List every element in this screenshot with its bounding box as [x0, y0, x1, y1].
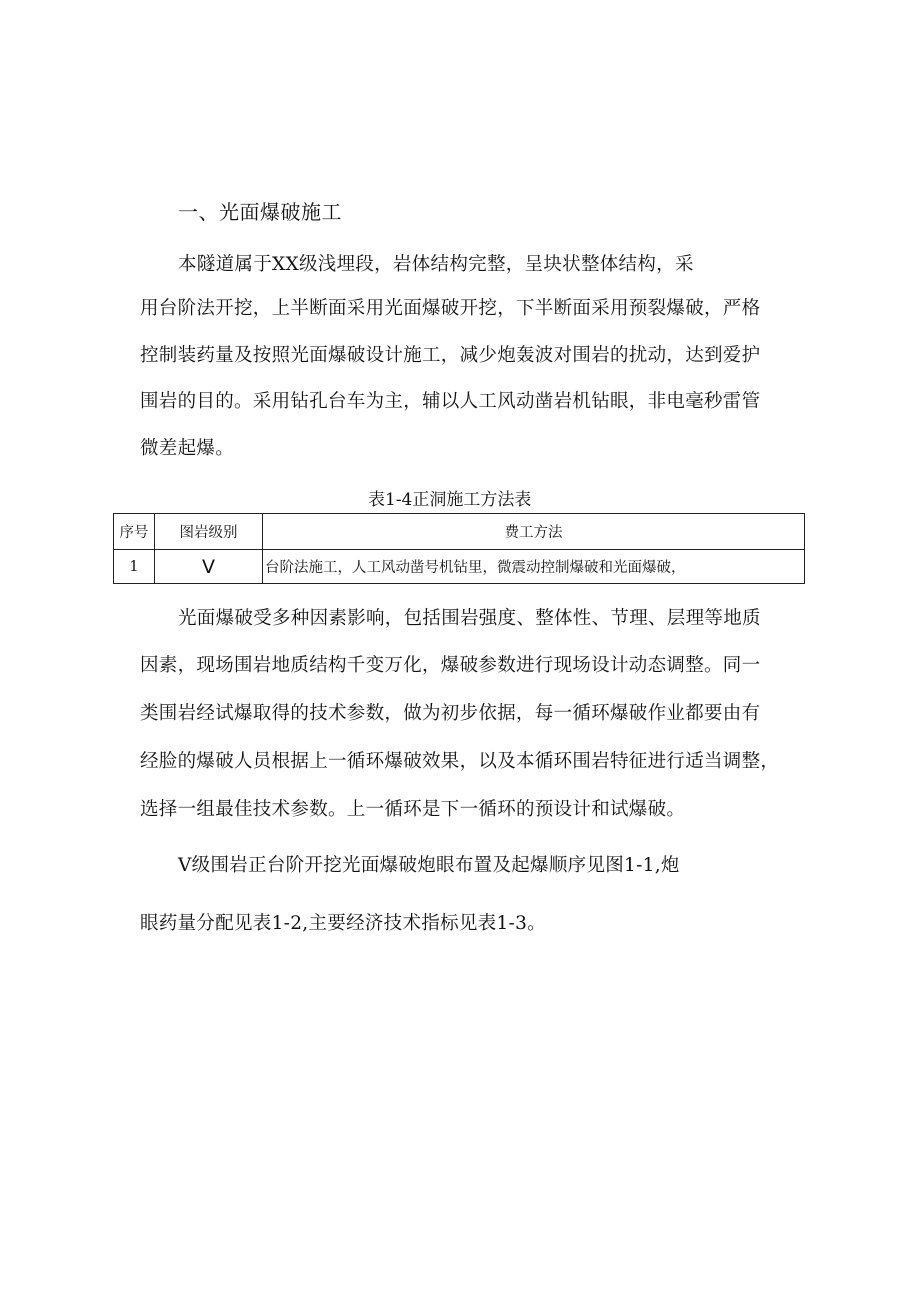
paragraph-line: 围岩的目的。采用钻孔台车为主，辅以人工风动凿岩机钻眼，非电毫秒雷管 — [140, 391, 761, 412]
paragraph-line: 用台阶法开挖，上半断面采用光面爆破开挖，下半断面采用预裂爆破，严格 — [140, 298, 761, 319]
table-caption: 表1-4正洞施工方法表 — [368, 490, 532, 510]
paragraph-line: 微差起爆。 — [140, 438, 235, 459]
cell-seq: 1 — [114, 550, 155, 584]
table-row — [114, 550, 805, 584]
section-heading: 一、光面爆破施工 — [178, 200, 342, 224]
paragraph-line: 选择一组最佳技术参数。上一循环是下一循环的预设计和试爆破。 — [140, 799, 686, 820]
paragraph-line: 光面爆破受多种因素影响，包括围岩强度、整体性、节理、层理等地质 — [178, 608, 761, 629]
cell-method: 台阶法施工，人工风动凿号机钻里，微震动控制爆破和光面爆破， — [263, 550, 805, 584]
cell-grade: V — [155, 550, 263, 584]
construction-method-table — [113, 513, 805, 584]
table-header-row — [114, 514, 805, 550]
paragraph-line: 因素，现场围岩地质结构千变万化，爆破参数进行现场设计动态调整。同一 — [140, 655, 761, 676]
header-grade: 图岩级别 — [155, 514, 263, 550]
paragraph-line: 控制装药量及按照光面爆破设计施工，减少炮轰波对围岩的扰动，达到爱护 — [140, 345, 761, 366]
paragraph-line: 类围岩经试爆取得的技术参数，做为初步依据，每一循环爆破作业都要由有 — [140, 703, 761, 724]
paragraph-line: 眼药量分配见表1-2,主要经济技术指标见表1-3。 — [140, 913, 546, 934]
header-seq: 序号 — [114, 514, 155, 550]
paragraph-line: V级围岩正台阶开挖光面爆破炮眼布置及起爆顺序见图1-1,炮 — [178, 855, 680, 876]
paragraph-line: 本隧道属于XX级浅埋段，岩体结构完整，呈块状整体结构，采 — [178, 254, 694, 275]
paragraph-line: 经脸的爆破人员根据上一循环爆破效果，以及本循环围岩特征进行适当调整， — [140, 751, 780, 772]
header-method: 费工方法 — [263, 514, 805, 550]
